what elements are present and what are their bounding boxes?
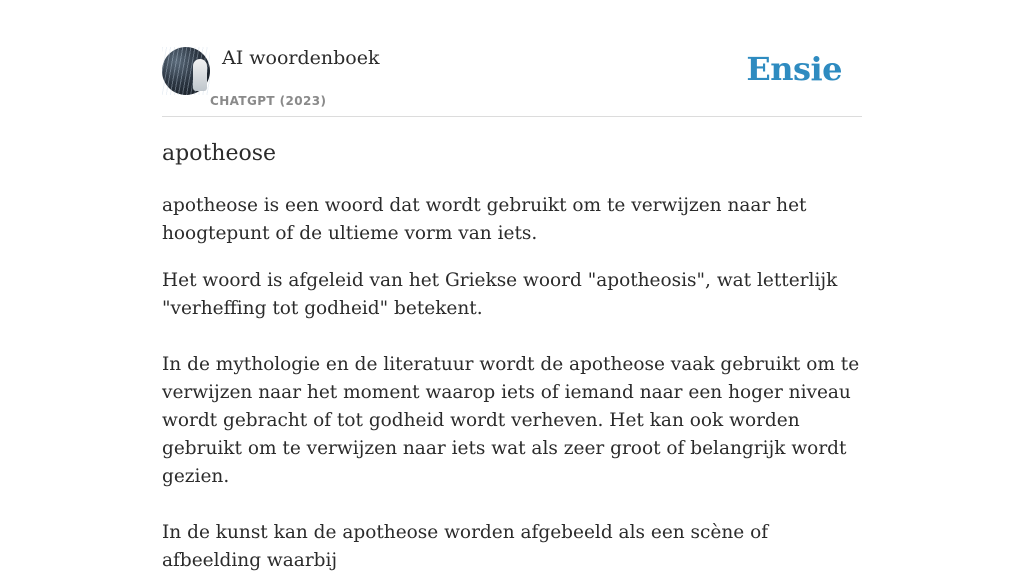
entry-paragraph: In de mythologie en de literatuur wordt de apotheose vaak gebruikt om te verwijzen naar het moment waarop iets of iemand naar een hoger niveau wordt gebracht of tot godheid wordt verheven. Het kan ook worden gebruikt om te verwijzen naar iets wat als zeer groot of belangrijk wordt gezien.	[162, 354, 860, 487]
entry-title: apotheose	[162, 141, 277, 166]
author-avatar[interactable]	[162, 47, 210, 95]
entry-body	[162, 192, 862, 575]
author-name[interactable]: AI woordenboek	[222, 47, 380, 69]
site-logo[interactable]: Ensie	[746, 50, 842, 88]
author-meta: CHATGPT (2023)	[210, 94, 327, 108]
entry-paragraph: Het woord is afgeleid van het Griekse woord "apotheosis", wat letterlijk "verheffing tot godheid" betekent.	[162, 270, 838, 319]
page-container	[162, 0, 862, 571]
entry-paragraph: In de kunst kan de apotheose worden afgebeeld als een scène of afbeelding waarbij	[162, 522, 769, 571]
entry-paragraph: apotheose is een woord dat wordt gebruikt om te verwijzen naar het hoogtepunt of de ultieme vorm van iets.	[162, 195, 807, 244]
robot-avatar-icon	[193, 59, 207, 91]
entry-header	[162, 0, 862, 117]
